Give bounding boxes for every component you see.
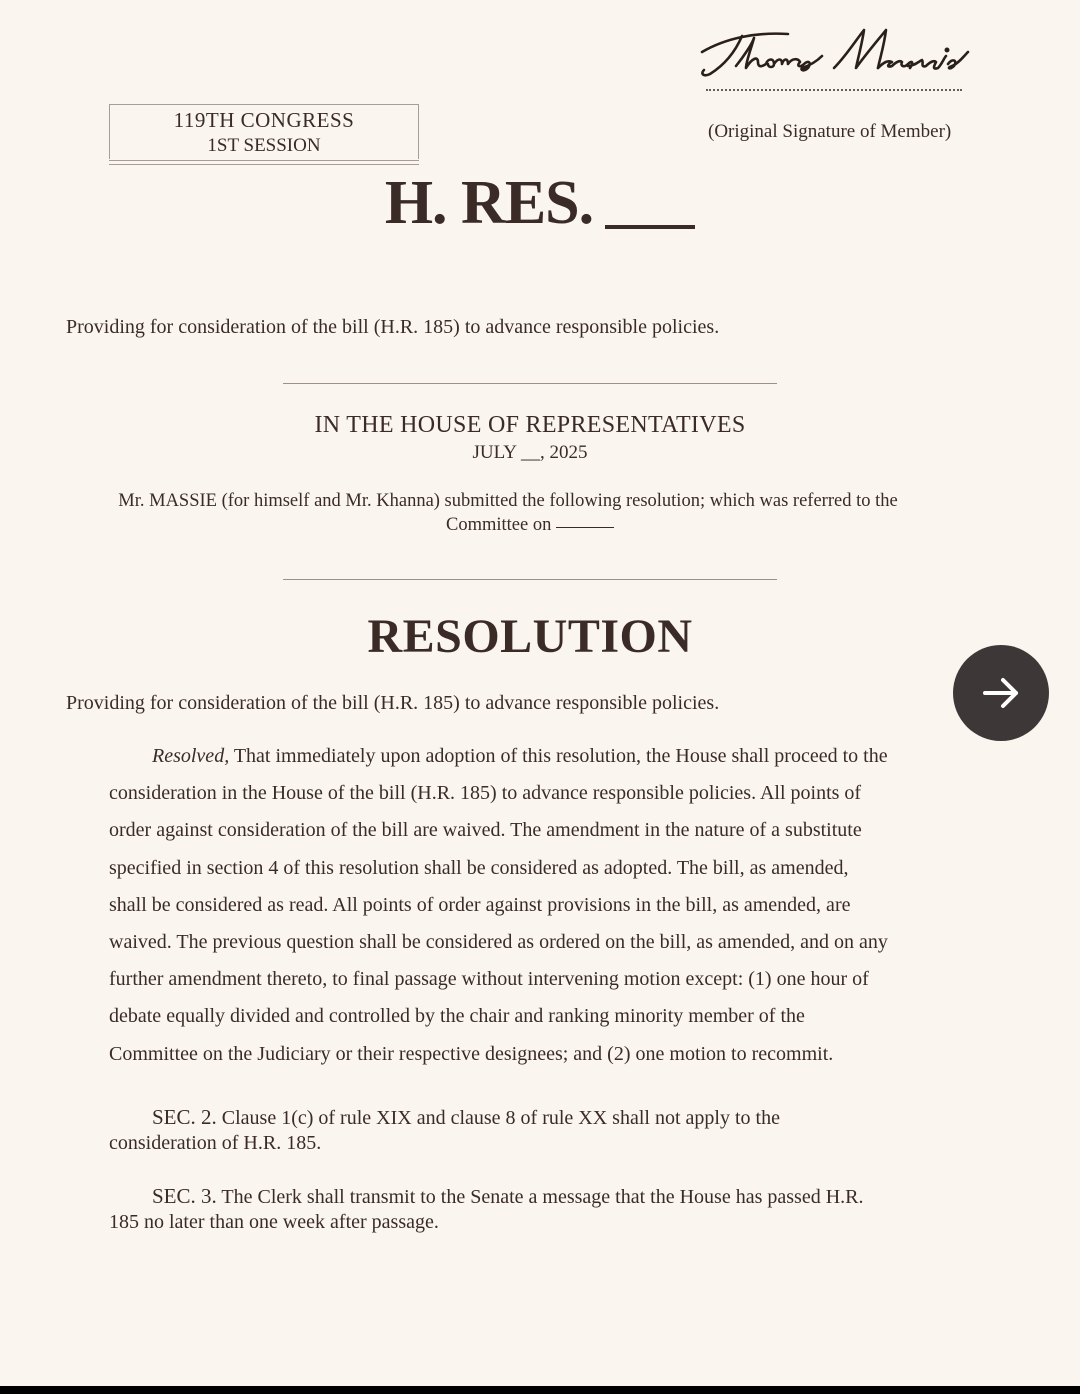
- section-line: 185 no later than one week after passage.: [109, 1211, 439, 1233]
- resolution-body: [109, 738, 954, 1073]
- body-line: Committee on the Judiciary or their respective designees; and (2) one motion to recommit.: [109, 1042, 834, 1065]
- divider: [283, 579, 777, 580]
- bottom-bar: [0, 1386, 1080, 1394]
- section-text: The Clerk shall transmit to the Senate a message that the House has passed H.R.: [221, 1186, 864, 1208]
- bill-number-blank: [605, 225, 695, 229]
- signature-caption: (Original Signature of Member): [708, 121, 952, 142]
- body-line: shall be considered as read. All points of order against provisions in the bill, as amended, are: [109, 893, 851, 916]
- section-text: Clause 1(c) of rule XIX and clause 8 of rule XX shall not apply to the: [221, 1107, 780, 1129]
- body-line: order against consideration of the bill are waived. The amendment in the nature of a substitute: [109, 819, 862, 842]
- signature-line: [706, 89, 962, 91]
- member-signature: [696, 22, 972, 82]
- section-line: [109, 1184, 969, 1210]
- congress-session-box: [109, 104, 419, 159]
- body-line: waived. The previous question shall be considered as ordered on the bill, as amended, and on any: [109, 931, 888, 954]
- section-2: [109, 1105, 969, 1156]
- body-line: specified in section 4 of this resolution shall be considered as adopted. The bill, as amended,: [109, 856, 849, 879]
- resolution-heading: RESOLUTION: [367, 610, 693, 663]
- body-line-text: That immediately upon adoption of this resolution, the House shall proceed to the: [233, 745, 888, 767]
- committee-blank: [556, 527, 614, 528]
- divider: [283, 383, 777, 384]
- intro-line-2: [0, 515, 1060, 536]
- committee-label: Committee on: [446, 515, 552, 535]
- body-line: further amendment thereto, to final passage without intervening motion except: (1) one hour of: [109, 968, 869, 991]
- section-line: consideration of H.R. 185.: [109, 1132, 322, 1154]
- bill-title-text: H. RES.: [384, 169, 594, 237]
- caption-top: Providing for consideration of the bill (H.R. 185) to advance responsible policies.: [66, 316, 720, 338]
- session-label: 1ST SESSION: [207, 135, 321, 156]
- arrow-right-icon: [979, 671, 1023, 715]
- next-button[interactable]: [953, 645, 1049, 741]
- resolved-word: Resolved,: [152, 745, 230, 767]
- section-label: SEC. 3.: [152, 1184, 217, 1208]
- caption-bottom: Providing for consideration of the bill (H.R. 185) to advance responsible policies.: [66, 692, 720, 714]
- bill-title: [0, 168, 1080, 239]
- section-line: [109, 1105, 969, 1131]
- date-line: JULY __, 2025: [472, 442, 588, 463]
- section-label: SEC. 2.: [152, 1105, 217, 1129]
- congress-label: 119TH CONGRESS: [173, 108, 355, 132]
- body-line: consideration in the House of the bill (H.R. 185) to advance responsible policies. All points of: [109, 782, 862, 805]
- body-line: debate equally divided and controlled by the chair and ranking minority member of the: [109, 1005, 805, 1028]
- section-3: [109, 1184, 969, 1235]
- intro-line-1: Mr. MASSIE (for himself and Mr. Khanna) submitted the following resolution; which was referred to the: [118, 491, 898, 511]
- house-heading: IN THE HOUSE OF REPRESENTATIVES: [314, 412, 746, 438]
- body-line: [109, 738, 954, 775]
